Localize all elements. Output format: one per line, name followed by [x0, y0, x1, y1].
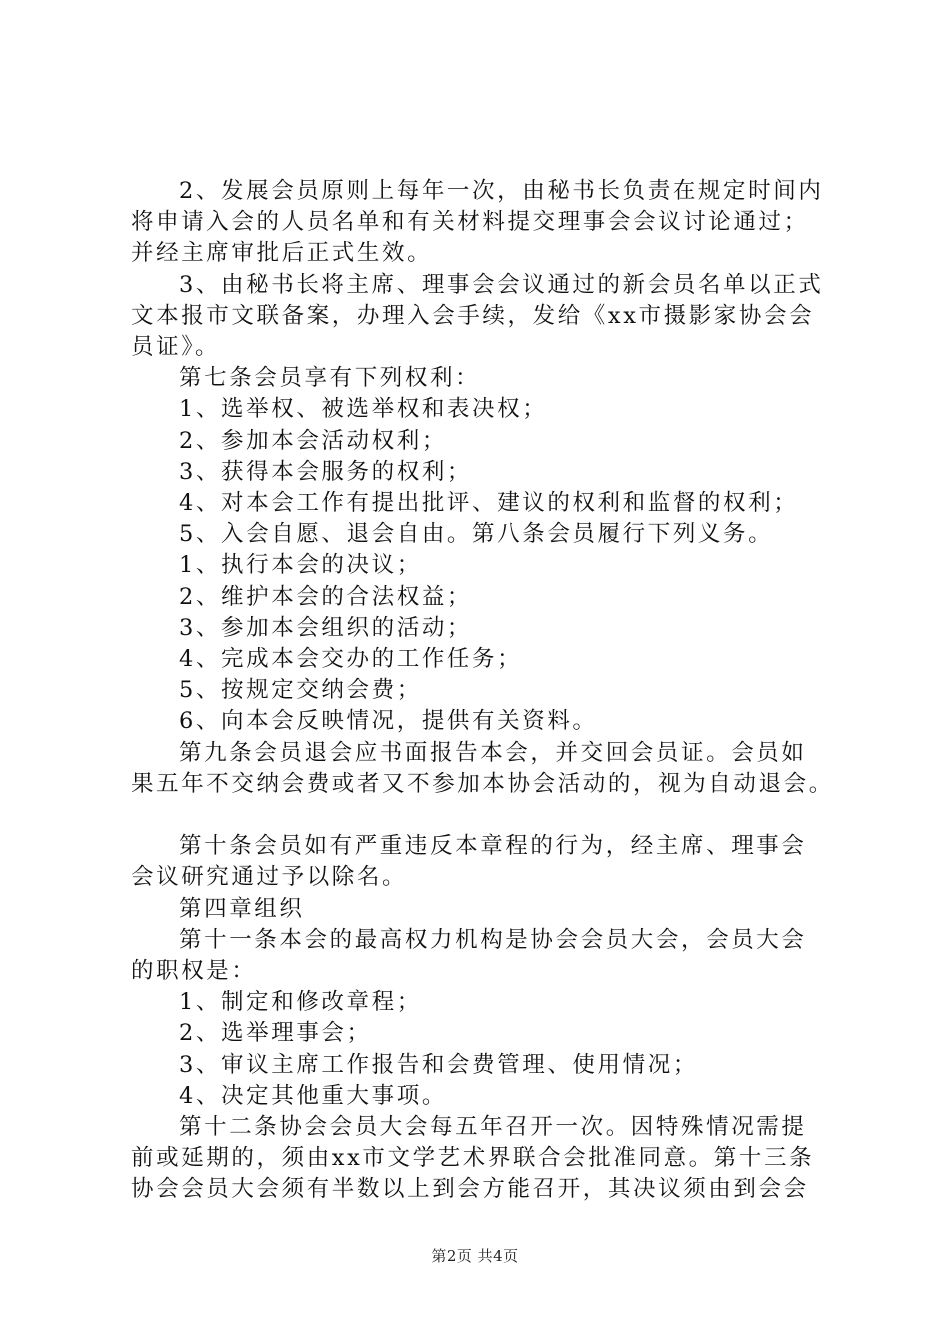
list-item: 2、维护本会的合法权益；: [179, 583, 473, 610]
paragraph-line: 的职权是：: [131, 958, 257, 985]
list-item: 2、参加本会活动权利；: [179, 427, 447, 454]
paragraph-line: 文本报市文联备案，办理入会手续，发给《xx市摄影家协会会: [131, 302, 815, 329]
paragraph-line: 第十二条协会会员大会每五年召开一次。因特殊情况需提: [179, 1114, 807, 1141]
paragraph-line: 会议研究通过予以除名。: [131, 864, 408, 891]
paragraph-line: 协会会员大会须有半数以上到会方能召开，其决议须由到会会: [131, 1176, 809, 1203]
paragraph-line: 将申请入会的人员名单和有关材料提交理事会会议讨论通过；: [131, 209, 809, 236]
list-item: 4、完成本会交办的工作任务；: [179, 646, 523, 673]
paragraph-line: 3、由秘书长将主席、理事会会议通过的新会员名单以正式: [179, 271, 824, 298]
list-item: 3、参加本会组织的活动；: [179, 614, 473, 641]
list-item: 1、执行本会的决议；: [179, 552, 422, 579]
paragraph-line: 2、发展会员原则上每年一次，由秘书长负责在规定时间内: [179, 178, 824, 204]
page-footer: 第2页 共4页: [431, 1247, 519, 1265]
paragraph-line: 第十条会员如有严重违反本章程的行为，经主席、理事会: [179, 833, 807, 860]
paragraph-line: 员证》。: [131, 334, 221, 361]
paragraph-line: 并经主席审批后正式生效。: [131, 240, 433, 267]
list-item: 2、选举理事会；: [179, 1020, 372, 1047]
list-item: 4、决定其他重大事项。: [179, 1082, 447, 1109]
list-item: 4、对本会工作有提出批评、建议的权利和监督的权利；: [179, 490, 799, 517]
list-item: 3、获得本会服务的权利；: [179, 458, 473, 485]
list-item: 1、选举权、被选举权和表决权；: [179, 396, 548, 423]
list-item: 6、向本会反映情况，提供有关资料。: [179, 708, 598, 735]
paragraph-line: 第九条会员退会应书面报告本会，并交回会员证。会员如: [179, 739, 807, 766]
list-item: 5、按规定交纳会费；: [179, 677, 422, 704]
paragraph-line: 前或延期的，须由xx市文学艺术界联合会批准同意。第十三条: [131, 1145, 815, 1172]
paragraph-line: 果五年不交纳会费或者又不参加本协会活动的，视为自动退会。: [131, 770, 834, 797]
article-heading: 第七条会员享有下列权利：: [179, 365, 481, 392]
list-item: 3、审议主席工作报告和会费管理、使用情况；: [179, 1051, 698, 1078]
chapter-heading: 第四章组织: [179, 895, 305, 922]
list-item: 5、入会自愿、退会自由。第八条会员履行下列义务。: [179, 521, 774, 548]
document-body: [131, 176, 841, 1206]
list-item: 1、制定和修改章程；: [179, 989, 422, 1016]
paragraph-line: 第十一条本会的最高权力机构是协会会员大会，会员大会: [179, 926, 807, 953]
